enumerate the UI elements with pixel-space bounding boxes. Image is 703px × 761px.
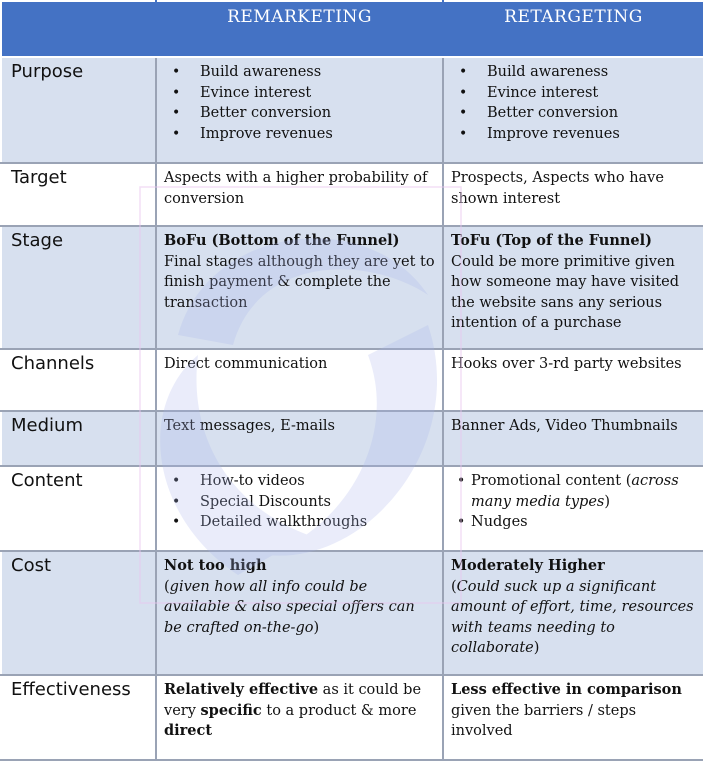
content-remarketing-cell	[156, 466, 443, 551]
stage-retargeting-heading: ToFu (Top of the Funnel)	[451, 232, 653, 249]
purpose-remarketing-list	[164, 62, 435, 144]
list-item: • Evince interest	[477, 83, 696, 104]
row-medium	[1, 411, 703, 466]
stage-remarketing-text: Final stages although they are yet to finish payment & complete the transaction	[164, 253, 435, 311]
header-corner	[1, 1, 156, 57]
channels-remarketing-cell: Direct communication	[156, 349, 443, 411]
stage-retargeting-cell	[443, 226, 703, 349]
row-label-effectiveness: Effectiveness	[1, 675, 156, 760]
list-item: • Improve revenues	[190, 124, 435, 145]
row-channels	[1, 349, 703, 411]
row-label-content: Content	[1, 466, 156, 551]
header-retargeting: RETARGETING	[443, 1, 703, 57]
cost-remarketing-heading: Not too high	[164, 557, 267, 574]
row-cost	[1, 551, 703, 675]
list-item: • Detailed walkthroughs	[190, 512, 435, 533]
target-remarketing-cell: Aspects with a higher probability of conversion	[156, 163, 443, 226]
list-item: • Nudges	[457, 512, 696, 533]
row-target	[1, 163, 703, 226]
channels-retargeting-cell: Hooks over 3-rd party websites	[443, 349, 703, 411]
header-row	[1, 1, 703, 57]
stage-remarketing-heading: BoFu (Bottom of the Funnel)	[164, 232, 400, 249]
row-label-purpose: Purpose	[1, 57, 156, 163]
list-item: • Build awareness	[190, 62, 435, 83]
stage-remarketing-cell	[156, 226, 443, 349]
list-item: • Improve revenues	[477, 124, 696, 145]
target-retargeting-cell: Prospects, Aspects who have shown interest	[443, 163, 703, 226]
list-item: • Better conversion	[477, 103, 696, 124]
row-label-cost: Cost	[1, 551, 156, 675]
list-item: • Evince interest	[190, 83, 435, 104]
cost-retargeting-cell	[443, 551, 703, 675]
effectiveness-retargeting-cell: Less effective in comparison given the barriers / steps involved	[443, 675, 703, 760]
row-label-channels: Channels	[1, 349, 156, 411]
row-effectiveness	[1, 675, 703, 760]
cost-retargeting-heading: Moderately Higher	[451, 557, 605, 574]
row-content	[1, 466, 703, 551]
list-item: • Special Discounts	[190, 492, 435, 513]
list-item: • Promotional content (across many media types)	[457, 471, 696, 512]
list-item: • How-to videos	[190, 471, 435, 492]
medium-remarketing-cell: Text messages, E-mails	[156, 411, 443, 466]
purpose-retargeting-cell	[443, 57, 703, 163]
list-item: • Build awareness	[477, 62, 696, 83]
purpose-remarketing-cell	[156, 57, 443, 163]
cost-remarketing-note: (given how all info could be available & also special offers can be crafted on-the-go)	[164, 578, 415, 636]
content-retargeting-list	[451, 471, 696, 533]
cost-remarketing-cell	[156, 551, 443, 675]
stage-retargeting-text: Could be more primitive given how someone may have visited the website sans any serious intention of a purchase	[451, 253, 680, 331]
effectiveness-remarketing-cell: Relatively effective as it could be very specific to a product & more direct	[156, 675, 443, 760]
row-label-target: Target	[1, 163, 156, 226]
row-stage	[1, 226, 703, 349]
header-remarketing: REMARKETING	[156, 1, 443, 57]
row-purpose	[1, 57, 703, 163]
cost-retargeting-note: (Could suck up a significant amount of effort, time, resources with teams needing to collaborate)	[451, 578, 694, 656]
content-remarketing-list	[164, 471, 435, 533]
purpose-retargeting-list	[451, 62, 696, 144]
row-label-stage: Stage	[1, 226, 156, 349]
content-retargeting-cell	[443, 466, 703, 551]
list-item: • Better conversion	[190, 103, 435, 124]
row-label-medium: Medium	[1, 411, 156, 466]
medium-retargeting-cell: Banner Ads, Video Thumbnails	[443, 411, 703, 466]
